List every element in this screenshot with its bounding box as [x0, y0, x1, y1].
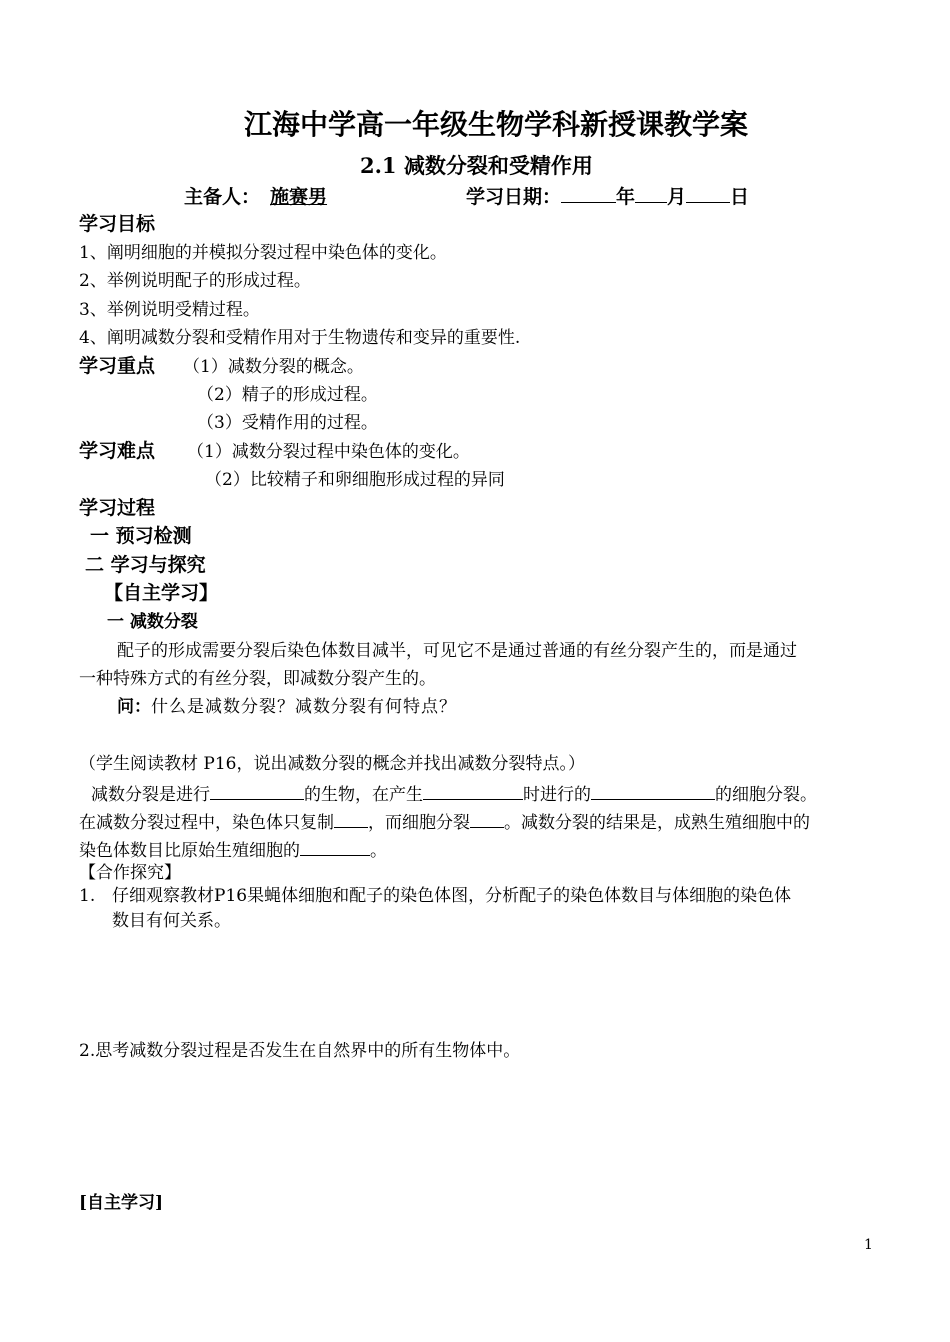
fill-text: 染色体数目比原始生殖细胞的 [79, 841, 300, 861]
fill-text: ，而细胞分裂 [368, 813, 470, 833]
reading-note: （学生阅读教材 P16，说出减数分裂的概念并找出减数分裂特点。） [79, 754, 585, 774]
year-label: 年 [616, 186, 636, 208]
blank-cell-type[interactable] [423, 782, 523, 800]
cooperation-q1-line: 仔细观察教材P16果蝇体细胞和配子的染色体图，分析配子的染色体数目与体细胞的染色体 [112, 886, 792, 906]
blank-replication-times[interactable] [334, 810, 368, 828]
fill-line-1 [91, 782, 817, 806]
month-label: 月 [667, 186, 687, 208]
fill-line-3 [79, 838, 387, 862]
objectives-heading: 学习目标 [79, 213, 156, 235]
year-blank[interactable] [561, 185, 616, 203]
difficulty-item: （2）比较精子和卵细胞形成过程的异同 [205, 470, 505, 490]
key-points-heading: 学习重点 [79, 355, 156, 377]
day-label: 日 [730, 186, 750, 208]
fill-text: 在减数分裂过程中，染色体只复制 [79, 813, 334, 833]
question-label: 问： [117, 697, 151, 717]
date-label: 学习日期： [466, 186, 562, 208]
day-blank[interactable] [686, 185, 730, 203]
section-preview-check: 一 预习检测 [90, 525, 192, 547]
objective-item: 1、阐明细胞的并模拟分裂过程中染色体的变化。 [79, 243, 447, 263]
key-point-item: （3）受精作用的过程。 [197, 413, 378, 433]
fill-line-2 [79, 810, 810, 834]
intro-paragraph-line: 配子的形成需要分裂后染色体数目减半，可见它不是通过普通的有丝分裂产生的，而是通过 [117, 641, 797, 661]
fill-text: 的细胞分裂。 [715, 785, 817, 805]
objective-item: 2、举例说明配子的形成过程。 [79, 271, 311, 291]
objective-item: 3、举例说明受精过程。 [79, 300, 260, 320]
cooperation-q1-number: 1. [79, 886, 96, 906]
question-text: 什么是减数分裂？减数分裂有何特点？ [151, 697, 457, 717]
section-study-explore: 二 学习与探究 [85, 554, 206, 576]
author-line [184, 185, 339, 209]
question-line [117, 696, 457, 718]
study-date-line [466, 185, 749, 209]
key-point-item: （1）减数分裂的概念。 [183, 357, 364, 377]
key-point-item: （2）精子的形成过程。 [197, 385, 378, 405]
cooperation-heading: 【合作探究】 [79, 863, 181, 883]
difficulty-item: （1）减数分裂过程中染色体的变化。 [187, 442, 470, 462]
document-title: 江海中学高一年级生物学科新授课教学案 [244, 108, 749, 141]
author-label: 主备人： [184, 186, 261, 208]
self-study-bracket-heading: [自主学习] [79, 1193, 164, 1213]
self-study-heading: 【自主学习】 [104, 582, 219, 604]
author-name: 施赛男 [270, 186, 328, 208]
cooperation-q2: 2.思考减数分裂过程是否发生在自然界中的所有生物体中。 [79, 1041, 521, 1061]
cooperation-q1-line: 数目有何关系。 [112, 911, 231, 931]
document-subtitle: 2.1 减数分裂和受精作用 [360, 153, 593, 178]
fill-text: 的生物，在产生 [304, 785, 423, 805]
fill-text: 减数分裂是进行 [91, 785, 210, 805]
fill-text: 时进行的 [523, 785, 591, 805]
blank-division-kind[interactable] [591, 782, 715, 800]
process-heading: 学习过程 [79, 497, 156, 519]
intro-paragraph-line: 一种特殊方式的有丝分裂，即减数分裂产生的。 [79, 669, 436, 689]
topic-meiosis: 一 减数分裂 [107, 612, 198, 632]
blank-organism-type[interactable] [210, 782, 304, 800]
blank-chromosome-result[interactable] [300, 838, 370, 856]
blank-division-times[interactable] [470, 810, 504, 828]
page-number: 1 [864, 1237, 873, 1253]
objective-item: 4、阐明减数分裂和受精作用对于生物遗传和变异的重要性. [79, 328, 521, 348]
fill-text: 。减数分裂的结果是，成熟生殖细胞中的 [504, 813, 810, 833]
fill-text: 。 [370, 841, 387, 861]
month-blank[interactable] [635, 185, 667, 203]
difficulties-heading: 学习难点 [79, 440, 156, 462]
